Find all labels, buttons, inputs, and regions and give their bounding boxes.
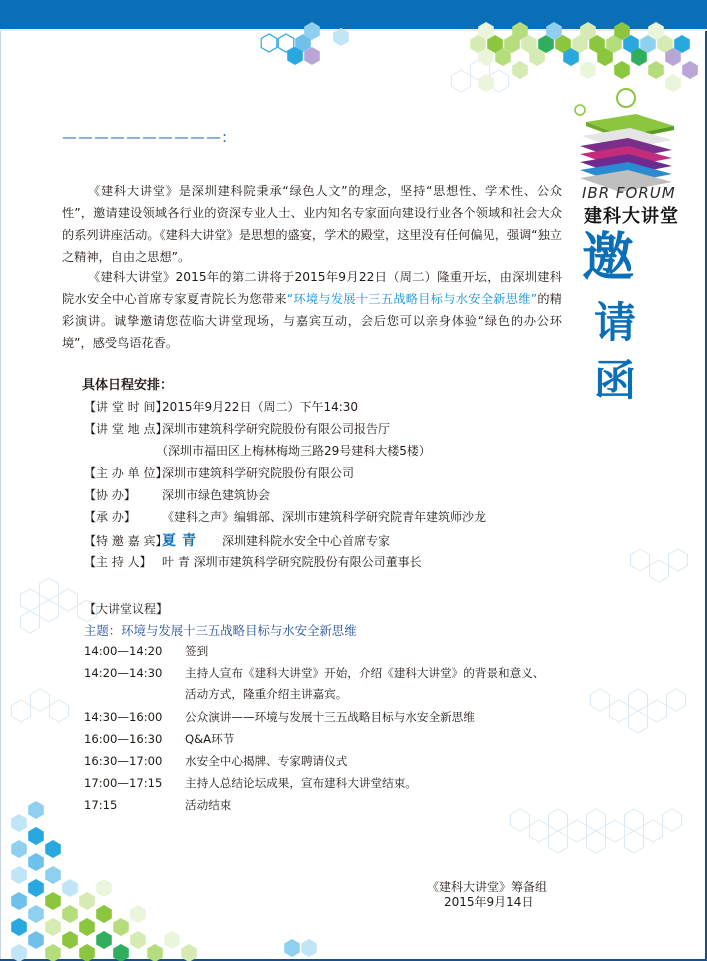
schedule-label: 【讲 堂 时 间】: [84, 400, 168, 414]
agenda-row: [84, 753, 347, 769]
signature-org: 《建科大讲堂》筹备组: [427, 880, 548, 894]
schedule-value: 叶 青 深圳市建筑科学研究院股份有限公司董事长: [162, 555, 422, 569]
agenda-content: 活动结束: [185, 798, 232, 812]
agenda-time: 17:15: [84, 798, 118, 812]
agenda-time: 14:30—16:00: [84, 710, 163, 724]
agenda-time: 14:20—14:30: [84, 666, 163, 680]
schedule-row-time: [84, 398, 358, 415]
agenda-content: 公众演讲——环境与发展十三五战略目标与水安全新思维: [185, 710, 475, 724]
agenda-time: 16:00—16:30: [84, 732, 163, 746]
agenda-content-continued: 活动方式，隆重介绍主讲嘉宾。: [185, 687, 348, 701]
logo-text-en: IBR FORUM: [582, 184, 676, 202]
schedule-row-place: [84, 420, 390, 437]
schedule-row-host-org: [84, 464, 354, 481]
agenda-row: [84, 665, 544, 681]
intro-paragraph-2-text-a: 《建科大讲堂》2015年的第二讲将于2015年9月22日（周二）隆重开坛，由深圳建科院水安全中心首席专家夏青院长为您带来: [62, 270, 562, 306]
invitation-title-char-1: 邀: [582, 228, 635, 288]
agenda-theme: 主题：环境与发展十三五战略目标与水安全新思维: [84, 623, 357, 638]
schedule-label: 【特 邀 嘉 宾】: [84, 534, 168, 548]
agenda-content: Q&A环节: [185, 732, 235, 746]
agenda-row: [84, 731, 234, 747]
schedule-label: 【讲 堂 地 点】: [84, 422, 168, 436]
schedule-row-moderator: [84, 553, 422, 570]
schedule-row-place-address: （深圳市福田区上梅林梅坳三路29号建科大楼5楼）: [156, 444, 431, 458]
logo-text-cn: 建科大讲堂: [584, 206, 679, 227]
agenda-title: 【大讲堂议程】: [84, 602, 169, 616]
recipient-blank: ——————————:: [62, 128, 229, 146]
schedule-label: 【协 办】: [84, 488, 136, 502]
agenda-content: 主持人宣布《建科大讲堂》开始，介绍《建科大讲堂》的背景和意义、: [185, 666, 545, 680]
schedule-value: 深圳市绿色建筑协会: [162, 488, 271, 502]
agenda-row: [84, 643, 208, 659]
agenda-content: 主持人总结论坛成果，宣布建科大讲堂结束。: [185, 776, 417, 790]
intro-paragraph-2: [62, 266, 562, 354]
signature-date: 2015年9月14日: [444, 895, 534, 909]
schedule-value: 2015年9月22日（周二）下午14:30: [162, 400, 359, 414]
agenda-content: 水安全中心揭牌、专家聘请仪式: [185, 754, 348, 768]
schedule-label: 【主 持 人】: [84, 555, 152, 569]
schedule-label: 【承 办】: [84, 510, 136, 524]
top-banner: [0, 0, 707, 29]
top-banner-divider: [0, 29, 707, 31]
agenda-row: [84, 709, 475, 725]
schedule-value: 深圳市建筑科学研究院股份有限公司: [162, 466, 355, 480]
invitation-title-char-3: 函: [594, 356, 637, 405]
guest-name: 夏青: [162, 533, 202, 549]
left-border: [0, 31, 1, 961]
agenda-row: [84, 797, 231, 813]
schedule-label: 【主 办 单 位】: [84, 466, 168, 480]
agenda-time: 14:00—14:20: [84, 644, 163, 658]
schedule-row-undertaker: [84, 508, 486, 525]
schedule-value: 深圳建科院水安全中心首席专家: [222, 534, 391, 548]
schedule-title: 具体日程安排：: [82, 378, 174, 393]
schedule-value: 《建科之声》编辑部、深圳市建筑科学研究院青年建筑师沙龙: [162, 510, 487, 524]
lecture-title-highlight: “环境与发展十三五战略目标与水安全新思维”: [286, 292, 538, 306]
agenda-row: [84, 775, 417, 791]
intro-paragraph-2-text-b: 的精彩演讲。诚挚邀请您莅临大讲堂现场，与嘉宾互动，会后您可以亲身体验“绿色的办公环境”，感受鸟语花香。: [62, 292, 562, 350]
intro-paragraph-1: 《建科大讲堂》是深圳建科院秉承“绿色人文”的理念，坚持“思想性、学术性、公众性”，邀请建设领域各行业的资深专业人士、业内知名专家面向建设行业各个领域和社会大众的系列讲座活动。《建科大讲堂》是思想的盛宴，学术的殿堂，这里没有任何偏见，强调“独立之精神，自由之思想”。: [62, 184, 562, 264]
agenda-time: 16:30—17:00: [84, 754, 163, 768]
schedule-value: 深圳市建筑科学研究院股份有限公司报告厅: [162, 422, 391, 436]
agenda-time: 17:00—17:15: [84, 776, 163, 790]
agenda-content: 签到: [185, 644, 209, 658]
schedule-row-co-organizer: [84, 486, 270, 503]
schedule-row-guest: [84, 530, 390, 550]
invitation-title-char-2: 请: [594, 298, 637, 347]
